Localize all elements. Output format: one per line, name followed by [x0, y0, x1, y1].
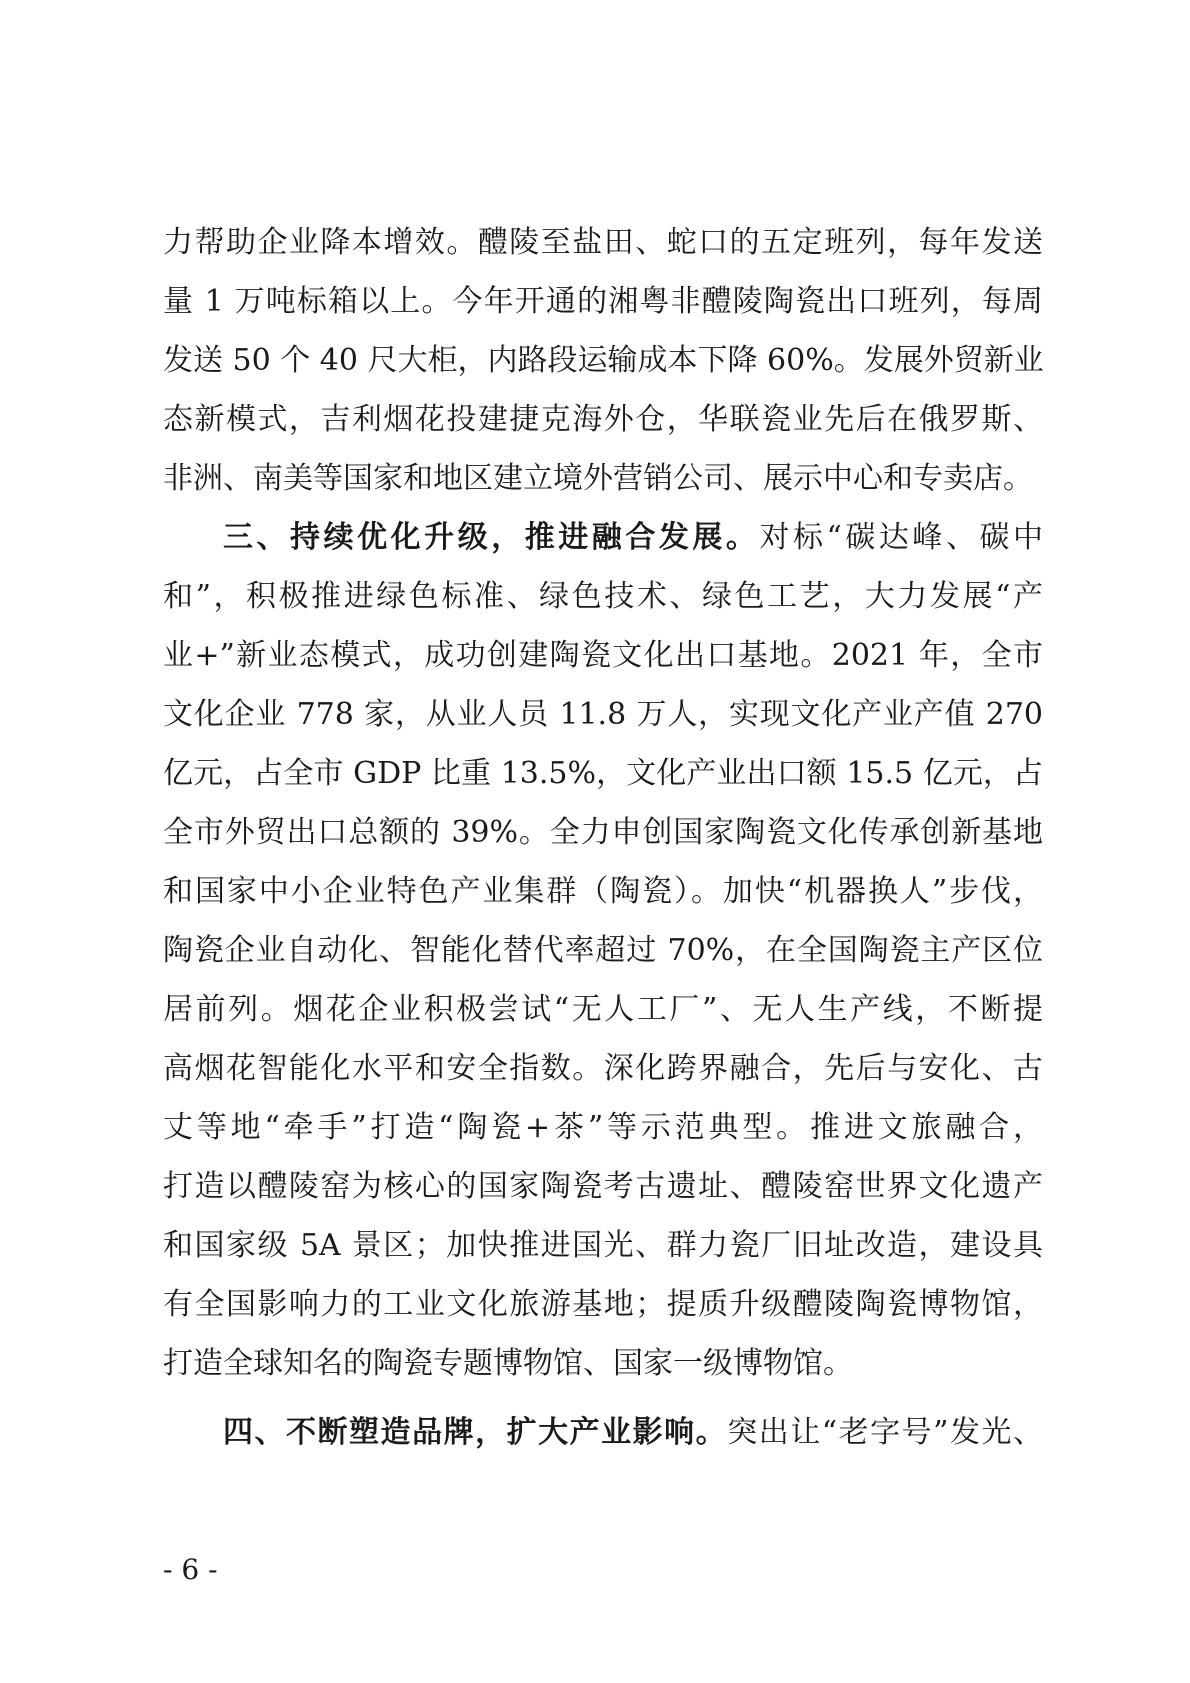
- section-3-line-1: [163, 508, 1043, 568]
- paragraph-1-line-4: 态新模式，吉利烟花投建捷克海外仓，华联瓷业先后在俄罗斯、: [163, 402, 1043, 437]
- section-3-line-12: 打造以醴陵窑为核心的国家陶瓷考古遗址、醴陵窑世界文化遗产: [163, 1169, 1043, 1204]
- page-number: - 6 -: [163, 1553, 218, 1586]
- section-3-line-3: 业+”新业态模式，成功创建陶瓷文化出口基地。2021 年，全市: [163, 638, 1043, 673]
- section-3-line-4: 文化企业 778 家，从业人员 11.8 万人，实现文化产业产值 270: [163, 697, 1043, 732]
- section-3-heading: 三、持续优化升级，推进融合发展。: [223, 520, 760, 555]
- section-3-line-15: 打造全球知名的陶瓷专题博物馆、国家一级博物馆。: [163, 1346, 853, 1381]
- section-4-heading: 四、不断塑造品牌，扩大产业影响。: [223, 1415, 728, 1450]
- section-3-line-9: 居前列。烟花企业积极尝试“无人工厂”、无人生产线，不断提: [163, 992, 1043, 1027]
- paragraph-1-line-1: 力帮助企业降本增效。醴陵至盐田、蛇口的五定班列，每年发送: [163, 225, 1043, 260]
- paragraph-1-line-3: 发送 50 个 40 尺大柜，内路段运输成本下降 60%。发展外贸新业: [163, 343, 1044, 378]
- section-3-line-5: 亿元，占全市 GDP 比重 13.5%，文化产业出口额 15.5 亿元，占: [163, 756, 1043, 791]
- paragraph-1-line-2: 量 1 万吨标箱以上。今年开通的湘粤非醴陵陶瓷出口班列，每周: [163, 284, 1043, 319]
- section-3-line-14: 有全国影响力的工业文化旅游基地；提质升级醴陵陶瓷博物馆，: [163, 1287, 1043, 1322]
- section-4-first-line-rest: 突出让“老字号”发光、: [727, 1415, 1043, 1450]
- paragraph-1-line-5: 非洲、南美等国家和地区建立境外营销公司、展示中心和专卖店。: [163, 461, 1033, 496]
- section-4-line-1: [163, 1403, 1043, 1463]
- section-3-line-6: 全市外贸出口总额的 39%。全力申创国家陶瓷文化传承创新基地: [163, 815, 1043, 850]
- section-3-first-line-rest: 对标“碳达峰、碳中: [759, 520, 1043, 555]
- section-3-line-8: 陶瓷企业自动化、智能化替代率超过 70%，在全国陶瓷主产区位: [163, 933, 1043, 968]
- section-3-line-11: 丈等地“牵手”打造“陶瓷+茶”等示范典型。推进文旅融合，: [163, 1110, 1043, 1145]
- section-3-line-10: 高烟花智能化水平和安全指数。深化跨界融合，先后与安化、古: [163, 1051, 1043, 1086]
- section-3-line-13: 和国家级 5A 景区；加快推进国光、群力瓷厂旧址改造，建设具: [163, 1228, 1043, 1263]
- section-3-line-2: 和”，积极推进绿色标准、绿色技术、绿色工艺，大力发展“产: [163, 579, 1043, 614]
- section-3-line-7: 和国家中小企业特色产业集群（陶瓷）。加快“机器换人”步伐，: [163, 874, 1043, 909]
